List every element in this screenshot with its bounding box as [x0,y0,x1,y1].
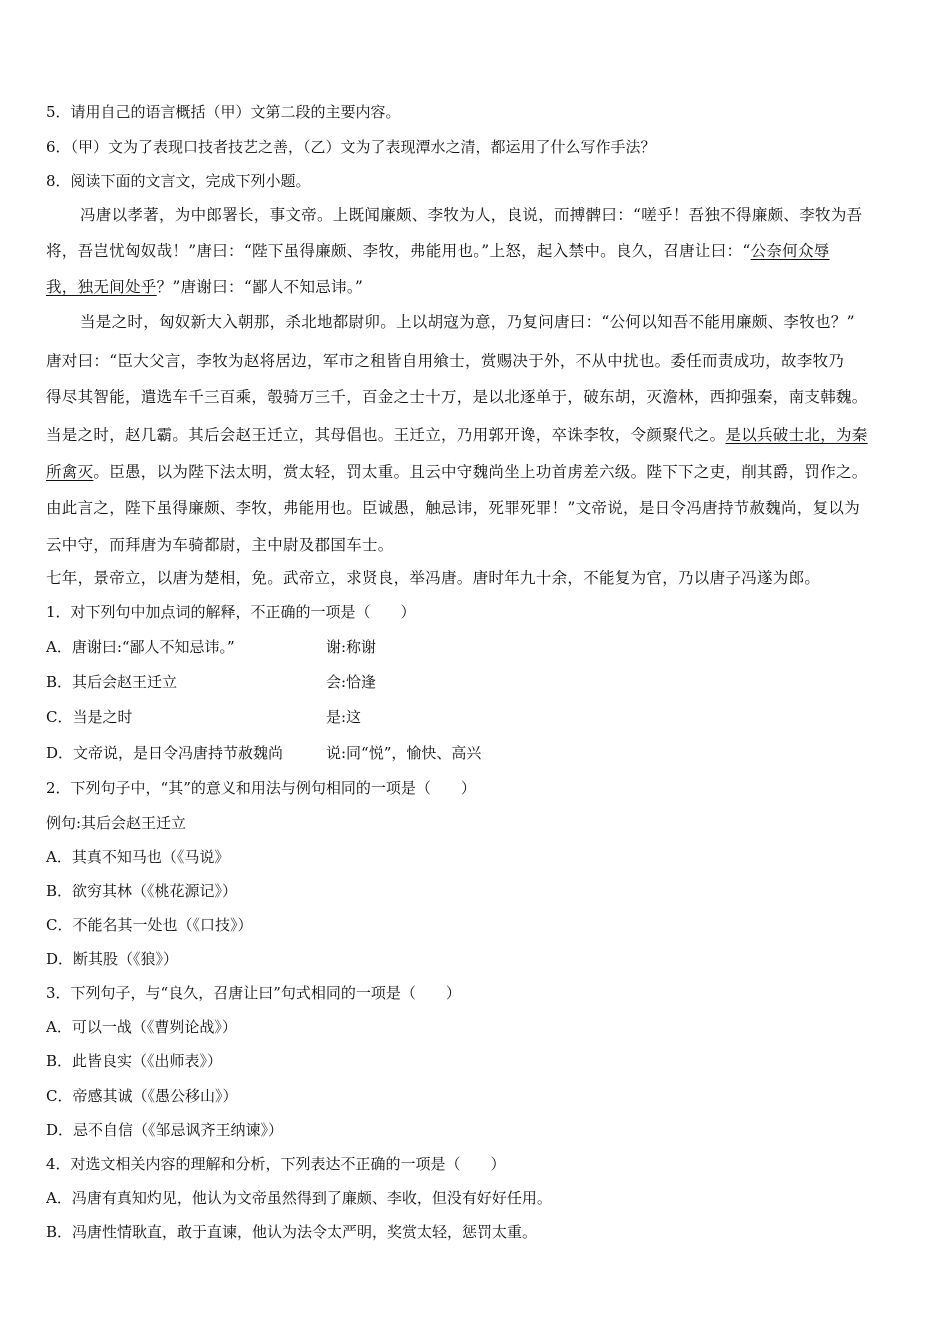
underlined-sentence: 我，独无间处乎 [46,278,157,296]
passage-text: 当是之时，赵几霸。其后会赵王迁立，其母倡也。王迁立，乃用郭开谗，卒诛李牧，令颜聚代之。 [46,426,726,444]
passage-line [46,424,868,446]
question-6: 6．（甲）文为了表现口技者技艺之善，（乙）文为了表现潭水之清，都运用了什么写作手法？ [46,138,656,156]
option-c: C．当是之时 [46,708,133,726]
option-c: C．帝感其诚（《愚公移山》） [46,1087,238,1105]
underlined-sentence: 所禽灭 [46,463,94,481]
option-b-gloss: 会:恰逢 [326,673,377,691]
passage-line [46,461,868,483]
passage-line: 冯唐以孝著，为中郎署长，事文帝。上既闻廉颇、李牧为人，良说，而搏髀曰：“嗟乎！吾独不得廉颇、李牧为吾 [80,206,863,224]
option-b: B．冯唐性情耿直，敢于直谏，他认为法令太严明，奖赏太轻，惩罚太重。 [46,1223,538,1241]
option-a: A．唐谢曰:“鄙人不知忌讳。” [46,638,235,656]
question-stem: 1．对下列句中加点词的解释，不正确的一项是（ ） [46,603,416,621]
passage-line: 七年，景帝立，以唐为楚相，免。武帝立，求贤良，举冯唐。唐时年九十余，不能复为官，乃以唐子冯遂为郎。 [46,569,821,587]
option-b: B．欲穷其林（《桃花源记》） [46,882,238,900]
passage-line: 云中守，而拜唐为车骑都尉，主中尉及郡国车士。 [46,536,394,554]
option-d: D．忌不自信（《邹忌讽齐王纳谏》） [46,1121,284,1139]
passage-line [46,240,830,262]
passage-line: 当是之时，匈奴新大入朝那，杀北地都尉卯。上以胡寇为意，乃复问唐曰：“公何以知吾不能用廉颇、李牧也？” [80,313,855,331]
question-stem: 4．对选文相关内容的理解和分析，下列表达不正确的一项是（ ） [46,1155,506,1173]
passage-text: ？”唐谢曰：“鄙人不知忌讳。” [156,278,364,296]
option-d: D．断其股（《狼》） [46,950,179,968]
option-c: C．不能名其一处也（《口技》） [46,916,253,934]
option-a-gloss: 谢:称谢 [326,638,377,656]
question-5: 5．请用自己的语言概括（甲）文第二段的主要内容。 [46,103,401,121]
passage-text: 。臣愚，以为陛下法太明，赏太轻，罚太重。且云中守魏尚坐上功首虏差六级。陛下下之吏，削其爵，罚作之。 [93,463,868,481]
option-a: A．其真不知马也（《马说》 [46,848,230,866]
question-stem: 3．下列句子，与“良久，召唐让曰”句式相同的一项是（ ） [46,984,461,1002]
underlined-sentence: 是以兵破士北，为秦 [725,426,868,444]
option-a: A．冯唐有真知灼见，他认为文帝虽然得到了廉颇、李收，但没有好好任用。 [46,1189,552,1207]
option-b: B．其后会赵王迁立 [46,673,178,691]
passage-line: 由此言之，陛下虽得廉颇、李牧，弗能用也。臣诚愚，触忌讳，死罪死罪！”文帝说，是日令冯唐持节赦魏尚，复以为 [46,499,861,517]
passage-text: 将，吾岂忧匈奴哉！”唐曰：“陛下虽得廉颇、李牧，弗能用也。”上怒，起入禁中。良久，召唐让曰：“ [46,242,751,260]
passage-line: 唐对曰：“臣大父言，李牧为赵将居边，军市之租皆自用飨士，赏赐决于外，不从中扰也。委任而责成功，故李牧乃 [46,352,845,370]
example-sentence: 例句:其后会赵王迁立 [46,814,187,832]
option-c-gloss: 是:这 [326,708,362,726]
passage-line [46,276,363,298]
question-8: 8．阅读下面的文言文，完成下列小题。 [46,172,311,190]
option-b: B．此皆良实（《出师表》） [46,1052,223,1070]
underlined-sentence: 公奈何众辱 [750,242,830,260]
option-d: D．文帝说，是日令冯唐持节赦魏尚 [46,744,284,762]
question-stem: 2．下列句子中，“其”的意义和用法与例句相同的一项是（ ） [46,779,476,797]
option-a: A．可以一战（《曹刿论战》） [46,1018,237,1036]
passage-line: 得尽其智能，遣选车千三百乘，彀骑万三千，百金之士十万，是以北逐单于，破东胡，灭澹林，西抑强秦，南支韩魏。 [46,388,868,406]
option-d-gloss: 说:同“悦”，愉快、高兴 [326,744,482,762]
